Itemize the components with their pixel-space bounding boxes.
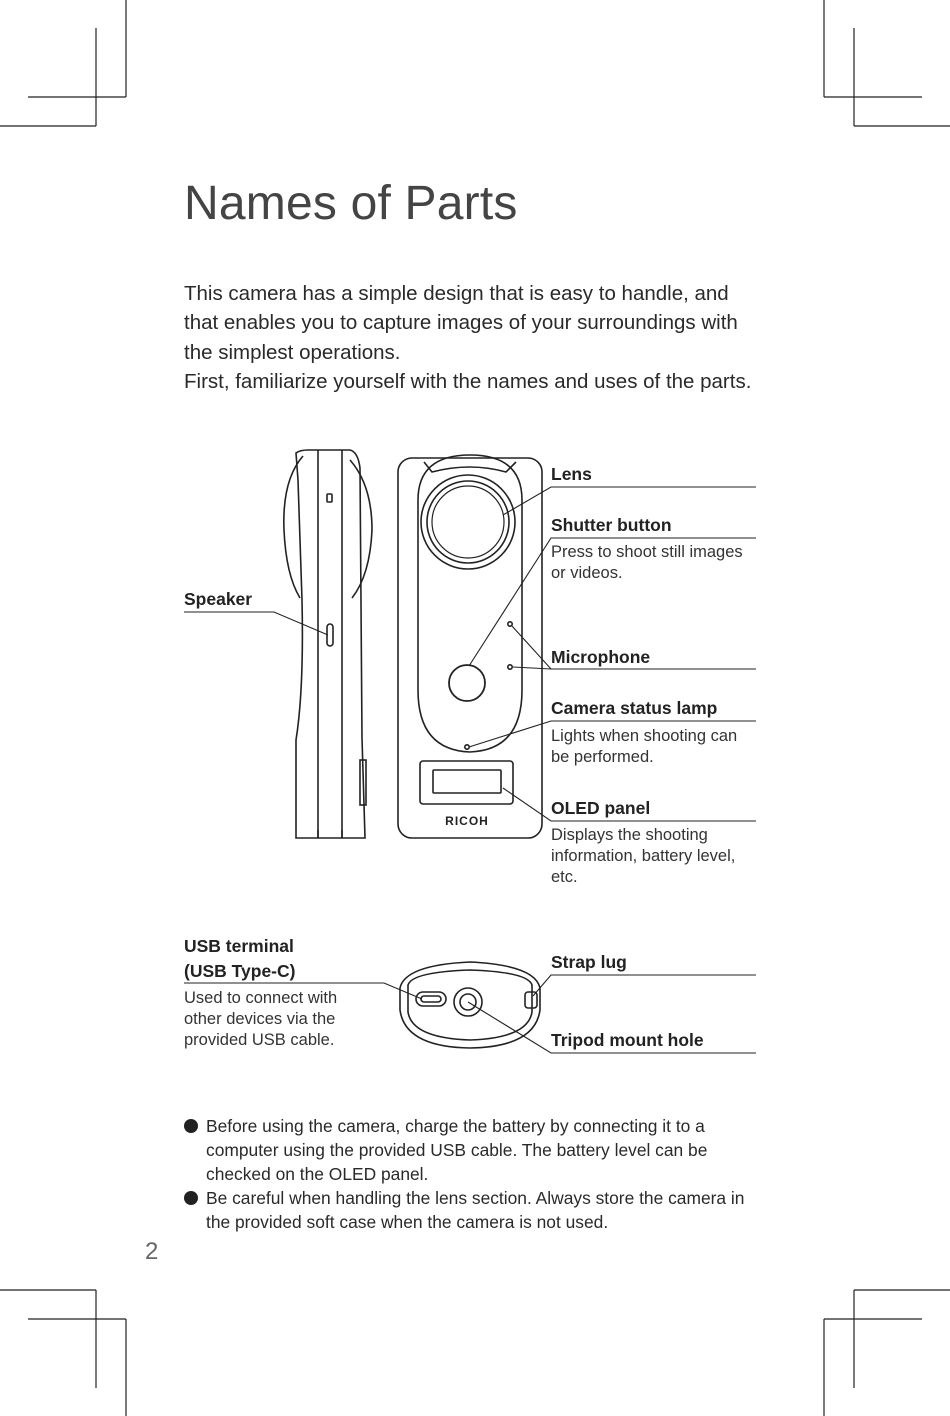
- note-item: [184, 1114, 764, 1186]
- label-shutter-button: Shutter button: [551, 515, 672, 535]
- camera-bottom-view: [400, 962, 540, 1048]
- desc-camera-status-lamp: Lights when shooting can be performed.: [551, 727, 738, 766]
- label-tripod-mount-hole: Tripod mount hole: [551, 1030, 704, 1050]
- desc-usb-terminal: Used to connect with other devices via the provided USB cable.: [184, 989, 338, 1049]
- desc-shutter-button: Press to shoot still images or videos.: [551, 543, 743, 582]
- label-microphone: Microphone: [551, 647, 651, 667]
- camera-side-view: [284, 450, 372, 838]
- label-usb-terminal: USB terminal: [184, 936, 294, 956]
- ricoh-logo: RICOH: [445, 814, 489, 828]
- note-text: Before using the camera, charge the battery by connecting it to a computer using the provided USB cable. The battery level can be checked on the OLED panel.: [206, 1116, 708, 1184]
- note-item: [184, 1186, 764, 1234]
- label-lens: Lens: [551, 464, 592, 484]
- desc-oled-panel: Displays the shooting information, battery level, etc.: [551, 826, 736, 886]
- label-camera-status-lamp: Camera status lamp: [551, 698, 718, 718]
- camera-front-view: [398, 455, 542, 838]
- label-speaker: Speaker: [184, 589, 253, 609]
- page-title: Names of Parts: [184, 177, 518, 230]
- intro-paragraph-2: First, familiarize yourself with the names and uses of the parts.: [184, 369, 752, 393]
- label-usb-type-c: (USB Type-C): [184, 961, 296, 981]
- label-strap-lug: Strap lug: [551, 952, 627, 972]
- page-number: 2: [145, 1238, 159, 1265]
- bullet-icon: [184, 1191, 198, 1205]
- intro-paragraph-1: This camera has a simple design that is easy to handle, and that enables you to capture images of your surroundings with the simplest operations.: [184, 282, 738, 364]
- bullet-icon: [184, 1119, 198, 1133]
- label-oled-panel: OLED panel: [551, 798, 651, 818]
- notes-list: [184, 1114, 764, 1234]
- note-text: Be careful when handling the lens section. Always store the camera in the provided soft case when the camera is not used.: [206, 1188, 745, 1232]
